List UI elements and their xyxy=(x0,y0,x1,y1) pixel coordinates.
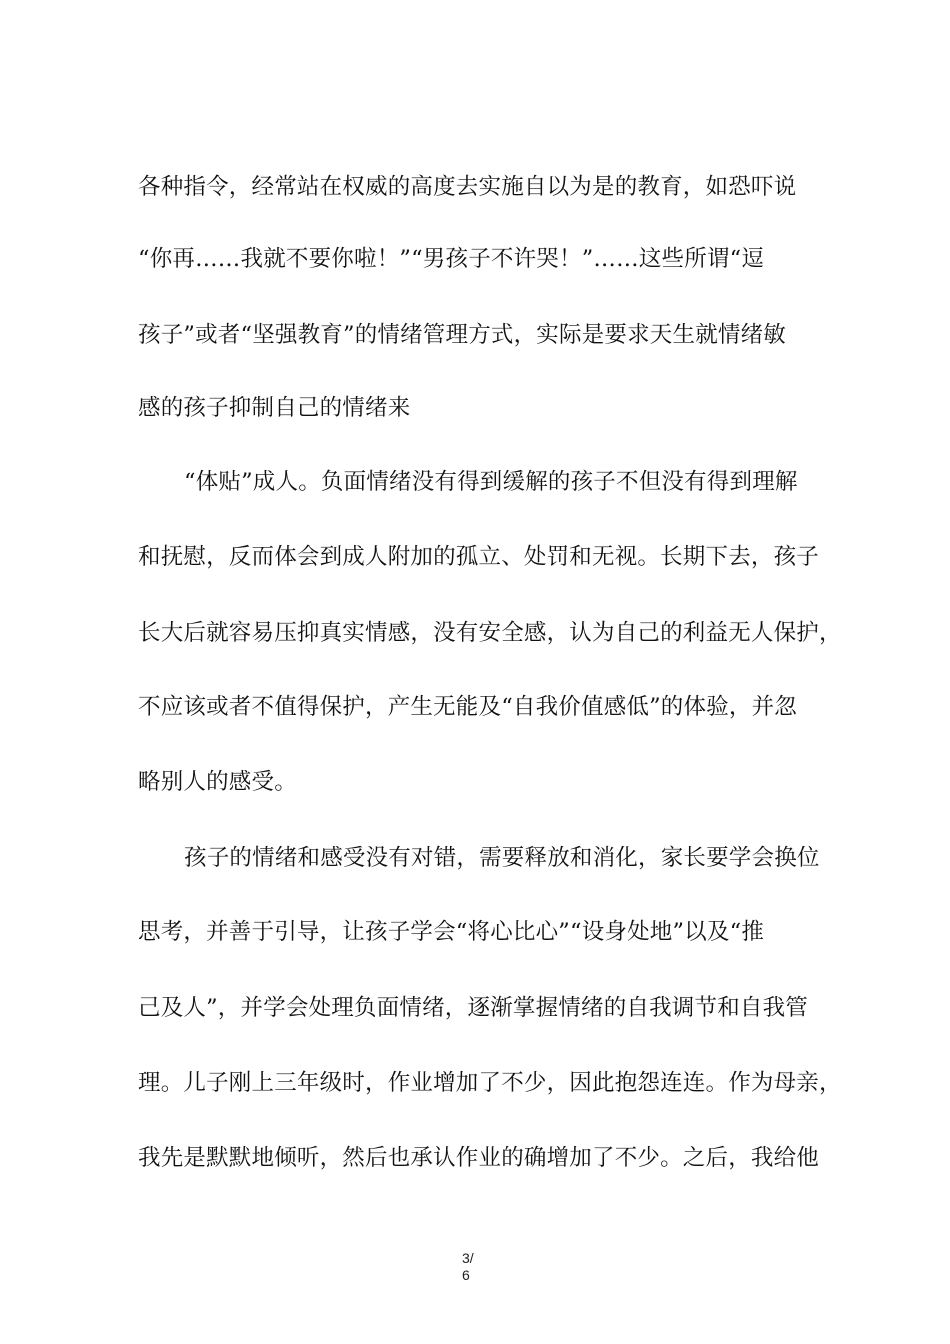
page-number xyxy=(462,1250,492,1284)
page-number-current: 3/ xyxy=(462,1250,474,1266)
text-line: 不应该或者不值得保护，产生无能及“自我价值感低”的体验，并忽 xyxy=(138,694,798,720)
paragraph-first-line: “体贴”成人。负面情绪没有得到缓解的孩子不但没有得到理解 xyxy=(184,469,798,495)
page-number-total: 6 xyxy=(462,1267,470,1283)
text-line: 各种指令，经常站在权威的高度去实施自以为是的教育，如恐吓说 xyxy=(138,174,797,200)
text-line: 和抚慰，反而体会到成人附加的孤立、处罚和无视。长期下去，孩子 xyxy=(138,544,820,570)
paragraph-first-line: 孩子的情绪和感受没有对错，需要释放和消化，家长要学会换位 xyxy=(184,845,820,871)
text-line: 孩子”或者“坚强教育”的情绪管理方式，实际是要求天生就情绪敏 xyxy=(138,322,787,348)
text-line: 理。儿子刚上三年级时，作业增加了不少，因此抱怨连连。作为母亲， xyxy=(138,1070,842,1096)
text-line: 思考，并善于引导，让孩子学会“将心比心”“设身处地”以及“推 xyxy=(138,919,765,945)
text-line: 我先是默默地倾听，然后也承认作业的确增加了不少。之后，我给他 xyxy=(138,1145,820,1171)
text-line: “你再……我就不要你啦！”“男孩子不许哭！”……这些所谓“逗 xyxy=(138,246,765,272)
text-line: 略别人的感受。 xyxy=(138,769,297,795)
text-line: 感的孩子抑制自己的情绪来 xyxy=(138,395,411,421)
text-line: 己及人”，并学会处理负面情绪，逐渐掌握情绪的自我调节和自我管 xyxy=(138,995,809,1021)
text-line: 长大后就容易压抑真实情感，没有安全感，认为自己的利益无人保护， xyxy=(138,620,842,646)
